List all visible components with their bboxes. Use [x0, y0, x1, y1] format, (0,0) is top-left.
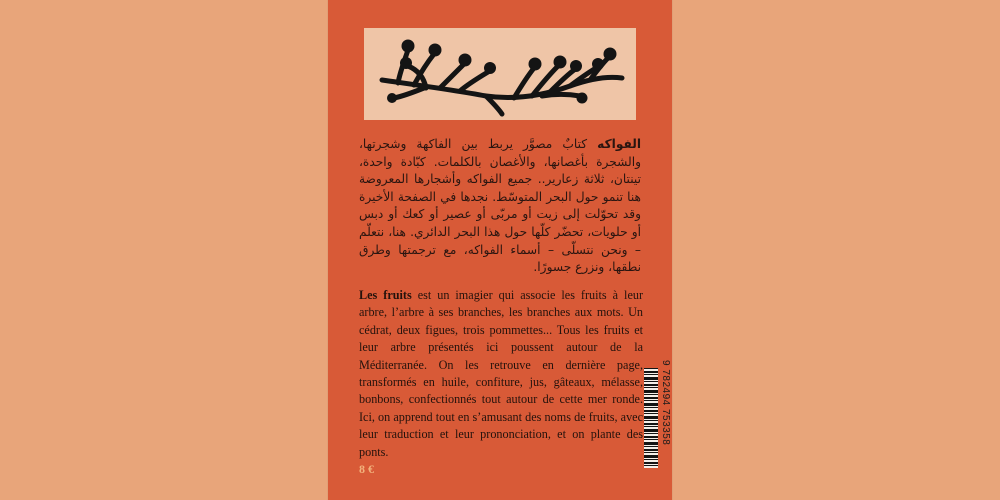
arabic-body: كتابٌ مصوَّر يربط بين الفاكهة وشجرتها، والشجرة بأغصانها، والأغصان بالكلمات. كبّادة واحدة، تينتان، ثلاثة زعارير.. جميع الفواكه وأشجارها المعروضة هنا تنمو حول البحر المتوسّط. نجدها في الصفحة الأخيرة وقد تحوّلت إلى زيت أو مربّى أو عصير أو كعك أو دبس أو حلويات، تحضّر كلّها حول هذا البحر الدائري. هنا، نتعلّم – ونحن نتسلّى – أسماء الفواكه، مع ترجمتها وطرق نطقها، ونزرع جسورًا. — [359, 137, 641, 275]
isbn-barcode — [644, 360, 672, 476]
price-label: 8 € — [359, 462, 374, 476]
barcode-bars — [644, 368, 658, 468]
illustration-panel — [364, 28, 636, 120]
french-body: est un imagier qui associe les fruits à leur arbre, l’arbre à ses branches, les branches aux mots. Un cédrat, deux figues, trois pommettes... Tous les fruits et leur arbre présentés ici poussent autour de la Méditerranée. On les retrouve en dernière page, transformés en huile, confiture, jus, gâteaux, mélasse, bonbons, confectionnés tout autour de cette mer ronde. Ici, on apprend tout en s’amusant des noms de fruits, avec leur traduction et leur prononciation, et on plante des ponts. — [359, 288, 644, 459]
arabic-description — [359, 136, 641, 277]
arabic-title: الفواكه — [597, 137, 641, 151]
french-title: Les fruits — [359, 288, 412, 302]
fruit-branch-icon — [364, 28, 636, 120]
french-description — [359, 287, 643, 461]
barcode-digits: 9 782494 753358 — [660, 360, 671, 446]
book-back-cover — [328, 0, 672, 500]
